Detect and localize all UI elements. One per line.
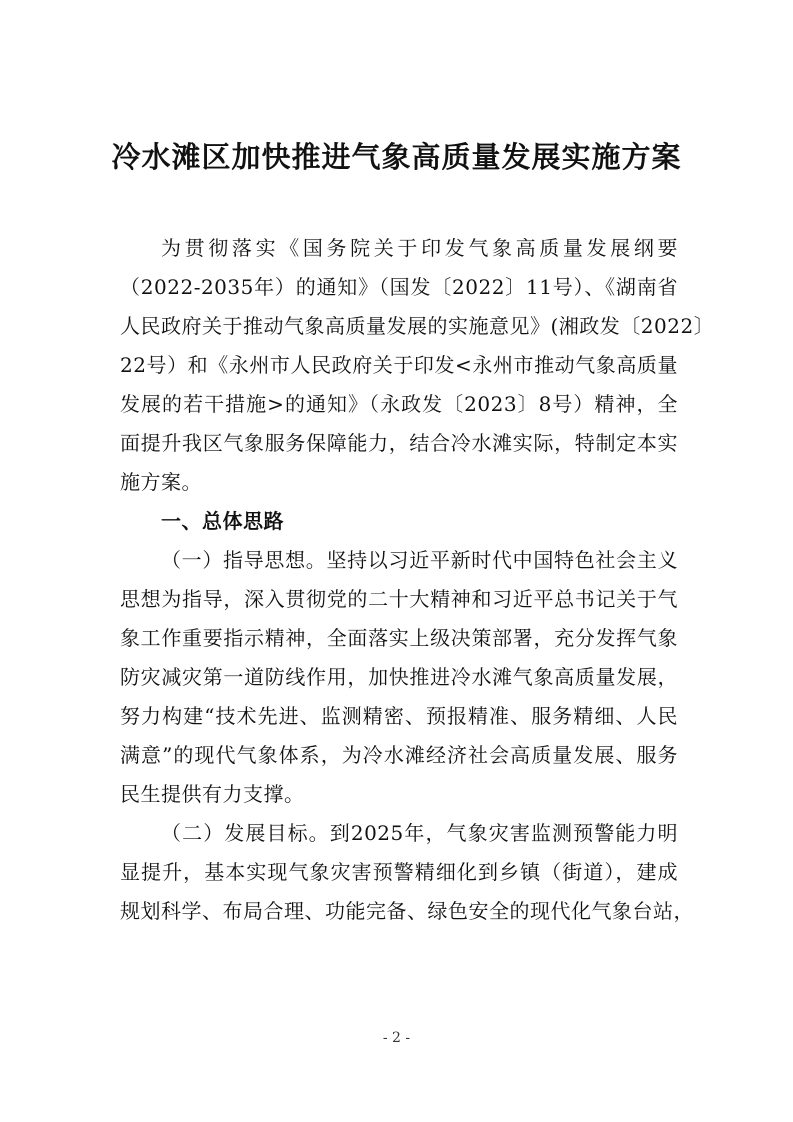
paragraph-line: 满意”的现代气象体系，为冷水滩经济社会高质量发展、服务 xyxy=(120,743,678,767)
section-heading: 一、总体思路 xyxy=(161,509,284,533)
paragraph-line: 为贯彻落实《国务院关于印发气象高质量发展纲要 xyxy=(161,236,678,260)
paragraph-line: 象工作重要指示精神，全面落实上级决策部署，充分发挥气象 xyxy=(120,626,678,650)
document-title: 冷水滩区加快推进气象高质量发展实施方案 xyxy=(111,140,682,174)
paragraph-line: 规划科学、布局合理、功能完备、绿色安全的现代化气象台站， xyxy=(120,899,694,923)
paragraph-line: 防灾减灾第一道防线作用，加快推进冷水滩气象高质量发展， xyxy=(120,665,678,689)
paragraph-line: 发展的若干措施>的通知》（永政发〔2023〕8号）精神，全 xyxy=(120,392,678,416)
paragraph-line: （二）发展目标。到2025年，气象灾害监测预警能力明 xyxy=(161,821,678,845)
paragraph-line: 22号）和《永州市人民政府关于印发<永州市推动气象高质量 xyxy=(120,353,678,377)
paragraph-line: （2022-2035年）的通知》（国发〔2022〕11号）、《湖南省 xyxy=(120,275,678,299)
paragraph-line: 施方案。 xyxy=(120,470,202,494)
document-body xyxy=(120,229,715,931)
page-number: - 2 - xyxy=(382,1030,411,1046)
paragraph-line: 民生提供有力支撑。 xyxy=(120,782,305,806)
paragraph-line: （一）指导思想。坚持以习近平新时代中国特色社会主义 xyxy=(161,548,678,572)
paragraph-line: 人民政府关于推动气象高质量发展的实施意见》(湘政发〔2022〕 xyxy=(120,314,715,338)
paragraph-line: 努力构建“技术先进、监测精密、预报精准、服务精细、人民 xyxy=(120,704,678,728)
paragraph-line: 显提升，基本实现气象灾害预警精细化到乡镇（街道），建成 xyxy=(120,860,678,884)
paragraph-line: 面提升我区气象服务保障能力，结合冷水滩实际，特制定本实 xyxy=(120,431,678,455)
paragraph-line: 思想为指导，深入贯彻党的二十大精神和习近平总书记关于气 xyxy=(120,587,678,611)
